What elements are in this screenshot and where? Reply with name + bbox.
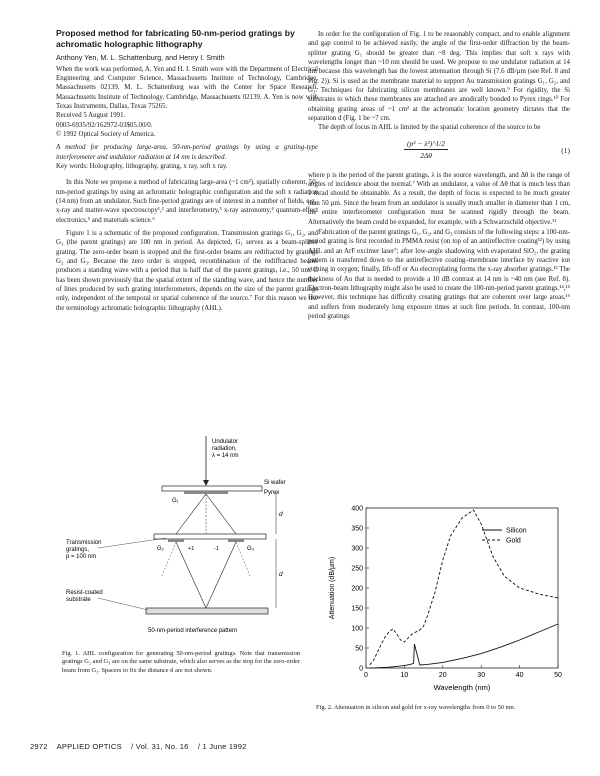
body-paragraph: Fabrication of the parent gratings G₁, G₂, and G₃ consists of the following steps: a 100-nm-period grating is first recorded in PMMA resist (on top of an antireflective coating¹²) by using AHL and an ArF excimer laser⁷; after low-angle shadowing with evaporated SiO₂, the grating pattern is transferred down to the antireflective coating–membrane interface by reactive ion etching in oxygen; finally, lift-off or Au electroplating forms the x-ray absorber gratings.¹³ The thickness of Au that is needed to provide a 10 dB contrast at 14 nm is ~40 nm (see Ref. 8). Electron-beam lithography might also be used to create the 100-nm-period parent gratings.¹⁴,¹⁵ However, this technique has difficulty creating gratings that are coherent over large areas,¹⁶ and suffers from moderately long exposure times at such fine periods. In contrast, 100-nm period gratings <box>308 228 570 320</box>
y-tick-label: 350 <box>351 525 363 533</box>
page-number: 2972 <box>30 742 48 751</box>
body-paragraph: In this Note we propose a method of fabricating large-area (~1 cm²), spatially coherent, 50-nm-period gratings by using an achromatic holographic configuration and the soft x radiation (14 nm) from an undulator. Such fine-period gratings are of interest in a number of fields, e.g., x-ray and matter-wave spectroscopy¹,² and interferometry,³ x-ray astronomy,⁴ quantum-effect electronics,⁵ and materials science.⁶ <box>56 179 318 224</box>
chart-legend <box>482 528 527 545</box>
top-wafer <box>162 486 262 491</box>
legend-label: Gold <box>506 537 521 545</box>
y-tick-label: 0 <box>359 665 363 673</box>
label-lambda: λ = 14 nm <box>212 453 239 459</box>
article-meta <box>56 65 318 140</box>
figure-1-diagram <box>64 436 300 646</box>
journal-date: / 1 June 1992 <box>197 742 247 751</box>
series-line-gold <box>370 510 558 665</box>
chart-axes <box>351 506 562 680</box>
label-pyrex: Pyrex <box>264 490 280 496</box>
figure-1-caption: Fig. 1. AHL configuration for generating 50-nm-period gratings. Note that transmission gratings G₂ and G₃ are on the same substrate, which also serves as the stop for the zero-order beam from G₁. Spacers to fix the distance d are not shown. <box>62 650 300 674</box>
grating-g3 <box>228 539 244 542</box>
figure-2-chart <box>318 500 574 700</box>
article-code: 0003-6935/92/162972-03$05.00/0. <box>56 121 153 129</box>
article-authors: Anthony Yen, M. L. Schattenburg, and Henry I. Smith <box>56 53 225 63</box>
received-date: Received 5 August 1991. <box>56 112 126 120</box>
label-interference-pattern: 50-nm-period interference pattern <box>148 628 238 634</box>
x-tick-label: 50 <box>554 672 562 679</box>
resist-substrate <box>146 608 268 614</box>
y-tick-label: 200 <box>351 585 363 593</box>
figure-2-caption: Fig. 2. Attenuation in silicon and gold for x-ray wavelengths from 0 to 50 nm. <box>316 704 516 711</box>
chart-series <box>370 510 558 668</box>
label-period: p = 100 nm <box>66 554 97 560</box>
article-title: Proposed method for fabricating 50-nm-period gratings by achromatic holographic lithography <box>56 28 295 49</box>
grating-g1 <box>184 491 228 494</box>
beam-arrow <box>203 480 209 486</box>
label-d: d <box>279 571 283 578</box>
abstract: A method for producing large-area, 50-nm-period gratings by using a grating-type interferometer and undulator radiation at 14 nm is described. <box>56 144 318 161</box>
label-undulator: Undulator <box>212 439 239 445</box>
label-minus1: -1 <box>214 546 219 552</box>
body-paragraph: The depth of focus in AHL is limited by the spatial coherence of the source to be <box>318 124 541 132</box>
label-radiation: radiation, <box>212 446 237 452</box>
y-tick-label: 300 <box>351 545 363 553</box>
label-g2: G₂ <box>157 546 164 552</box>
journal-name: APPLIED OPTICS <box>56 742 122 751</box>
journal-volume: / Vol. 31, No. 16 <box>131 742 189 751</box>
equation-numerator: (p² − λ²)^1/2 <box>406 138 446 148</box>
chart-ylabel: Attenuation (dB/µm) <box>329 556 336 620</box>
label-si-wafer: Si wafer <box>264 480 286 486</box>
label-gratings: gratings, <box>66 547 90 553</box>
x-tick-label: 0 <box>364 672 368 679</box>
equation-denominator: 2Δθ <box>420 151 432 161</box>
right-column <box>308 30 570 321</box>
page-footer <box>30 742 254 751</box>
legend-label: Silicon <box>506 527 527 535</box>
body-paragraph: In order for the configuration of Fig. 1 to be reasonably compact, and to enable alignment and gap control to be achieved easily, the angle of the first-order diffraction by the beam-splitter grating G₁ should be greater than ~8 deg. This implies that soft x rays with wavelengths longer than ~10 nm should be used. We propose to use undulator radiation at 14 nm because this wavelength has the lowest attenuation through Si (7.6 dB/µm (see Ref. 8 and Fig. 2)). Si is used as the membrane material to support Au transmission gratings G₁, G₂, and G₃. Techniques for fabricating silicon membranes are well known.⁹ For rigidity, the Si substrates to which these membranes are attached are anodically bonded to Pyrex rings.¹⁰ For obtaining grating areas of ~1 cm² at the achromatic location geometry dictates that the separation d (Fig. 1 be ~7 cm. <box>308 31 570 123</box>
x-tick-label: 40 <box>515 672 524 679</box>
x-tick-label: 10 <box>400 672 409 679</box>
series-line-silicon <box>370 624 558 668</box>
keywords: Key words: Holography, lithography, grating, x ray, soft x ray. <box>56 162 228 170</box>
plot-frame <box>366 508 558 668</box>
label-g3: G₃ <box>247 546 255 552</box>
x-tick-label: 30 <box>477 672 486 679</box>
x-tick-label: 20 <box>438 672 447 679</box>
equation-1 <box>308 136 570 166</box>
y-tick-label: 50 <box>355 645 363 653</box>
left-column <box>56 28 318 313</box>
label-g1: G₁ <box>172 498 179 504</box>
body-paragraph: where p is the period of the parent gratings, λ is the source wavelength, and Δθ is the range of angles of incidence about the normal.⁷ With an undulator, a value of Δθ that is much less than 1 mrad should be obtainable. As a result, the depth of focus is expected to be much greater than 50 µm. Since the beam from an undulator is usually much smaller in diameter than 1 cm, the entire interferometer configuration must be scanned rigidly through the beam. Alternatively the beam could be expanded, for example, with a Schwarzschild objective.¹¹ <box>308 171 570 226</box>
y-tick-label: 100 <box>351 625 363 633</box>
label-d: d <box>279 511 283 518</box>
label-transmission: Transmission <box>66 540 102 546</box>
chart-xlabel: Wavelength (nm) <box>433 683 491 692</box>
copyright: © 1992 Optical Society of America. <box>56 130 156 138</box>
affiliation: When the work was performed, A. Yen and H. I. Smith were with the Department of Electrical Engineering and Computer Science, Massachusetts Institute of Technology, Cambridge, Massachusetts 02139. M. L. Schattenburg was with the Center for Space Research, Massachusetts Institute of Technology, Cambridge, Massachusetts 02139. A. Yen is now with Texas Instruments, Dallas, Texas 75265. <box>56 65 318 110</box>
y-tick-label: 400 <box>351 505 363 513</box>
y-tick-label: 250 <box>351 565 363 573</box>
label-substrate: substrate <box>66 597 91 603</box>
second-wafer <box>154 534 266 539</box>
grating-g2 <box>168 539 184 542</box>
label-resist: Resist-coated <box>66 590 103 596</box>
equation-number: (1) <box>561 145 570 155</box>
body-paragraph: Figure 1 is a schematic of the proposed configuration. Transmission gratings G₁, G₂, and G₃ (the parent gratings) are 100 nm in period. As depicted, G₁ serves as a beam-splitter grating. The zero-order beam is stopped and the first-order beams are redifracted by gratings G₂ and G₃. Because the zero order is stopped, recombination of the rediffracted beams produces a standing wave with a period that is half that of the parent gratings, i.e., 50 nm. It has been shown previously that the spatial extent of the standing wave, and hence the number of lines produced by such grating interferometers, depends on the size of the parent gratings only, independent of the temporal or spatial coherence of the source.⁷ For this reason we use the terminology achromatic holographic lithography (AHL). <box>56 230 318 312</box>
label-plus1: +1 <box>188 546 195 552</box>
y-tick-label: 150 <box>351 605 363 613</box>
